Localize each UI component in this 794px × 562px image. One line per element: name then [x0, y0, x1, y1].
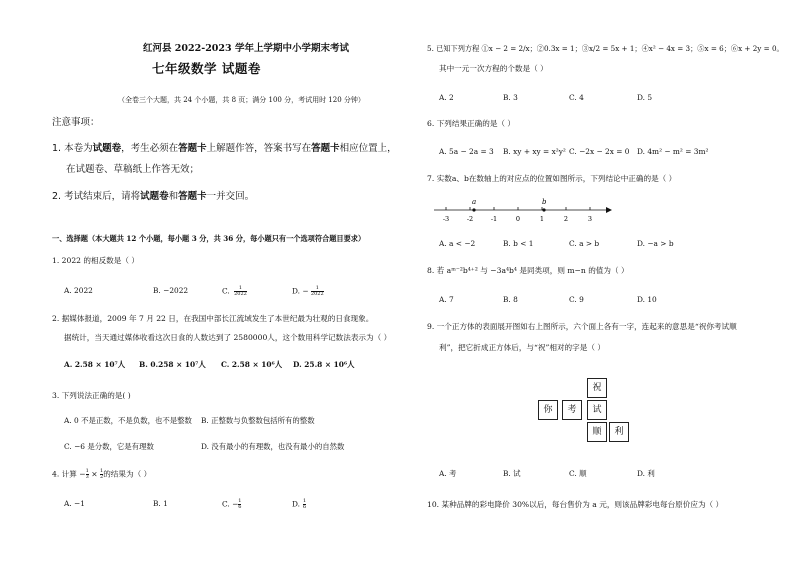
- q4-option-d: [292, 499, 306, 510]
- q10-stem: 10. 某种品牌的彩电降价 30%以后，每台售价为 a 元，则该品牌彩电每台原价应为（ ）: [427, 500, 724, 509]
- tick-label: 3: [587, 215, 593, 223]
- q4-option-b: B. 1: [153, 499, 168, 508]
- q3-stem: 3. 下列说法正确的是( ): [52, 391, 131, 400]
- cube-face-zhu: 祝: [587, 378, 607, 398]
- fraction-num: 1: [234, 286, 247, 292]
- q3-option-a: A. 0 不是正数，不是负数，也不是整数: [64, 416, 192, 425]
- notice-bold: 试题卷: [92, 143, 122, 154]
- q1-stem: 1. 2022 的相反数是（ ）: [52, 256, 139, 265]
- notice-bold: 试题卷: [140, 191, 169, 202]
- q4-fraction-1: $\frac{1}{3}$: [85, 468, 89, 480]
- point-b-label: b: [542, 198, 547, 206]
- q8-option-b: B. 8: [503, 295, 518, 304]
- tick-label: -3: [442, 215, 450, 223]
- notice-bold: 答题卡: [178, 191, 207, 202]
- q2-option-a: A. 2.58 × 10⁷人: [64, 360, 126, 369]
- q3-option-d: D. 没有最小的有理数，也没有最小的自然数: [201, 442, 345, 451]
- q7-option-b: B. b < 1: [503, 239, 534, 248]
- number-line-ticks: [443, 207, 592, 223]
- number-line-arrow: [606, 207, 612, 213]
- q8-option-d: D. 10: [637, 295, 657, 304]
- notice-text: 相应位置上，: [339, 143, 397, 154]
- cube-face-ni: 你: [538, 400, 558, 420]
- q2-option-d: D. 25.8 × 10⁶人: [293, 360, 355, 369]
- tick-label: -2: [466, 215, 474, 223]
- tick-label: 0: [515, 215, 521, 223]
- exam-subtitle: （全卷三个大题，共 24 个小题，共 8 页；满分 100 分，考试用时 120 分钟）: [118, 96, 365, 104]
- q4-fraction-2: $\frac{1}{2}$: [100, 468, 104, 480]
- notice-text: 一并交回。: [206, 191, 255, 202]
- cube-face-shun: 顺: [587, 422, 607, 442]
- q9-stem-line1: 9. 一个正方体的表面展开图如右上图所示，六个面上各有一字，连起来的意思是“祝你考试顺: [427, 322, 737, 331]
- q5-option-a: A. 2: [439, 93, 454, 102]
- q1-c-fraction: [234, 286, 247, 297]
- option-label: C. −: [222, 499, 239, 509]
- fraction-num: 1: [311, 286, 324, 292]
- cube-face-shi: 试: [587, 400, 607, 420]
- q1-option-c: [222, 286, 247, 297]
- cube-face-kao: 考: [562, 400, 582, 420]
- q7-number-line: [432, 194, 612, 226]
- q5-stem-line1: 5. 已知下列方程 ①x − 2 = 2/x；②0.3x = 1；③x/2 = 5x + 1；④x² − 4x = 3；⑤x = 6；⑥x + 2y = 0。: [427, 44, 784, 53]
- tick-label: 2: [563, 215, 569, 223]
- q2-stem-line2: 据统计，当天通过媒体收看这次日食的人数达到了 2580000人，这个数用科学记数法表示为（ ）: [64, 333, 392, 342]
- q8-option-c: C. 9: [569, 295, 584, 304]
- option-label: D. −: [292, 286, 309, 296]
- q6-option-b: B. xy + xy = x²y²: [503, 147, 566, 156]
- exam-title-line2: 七年级数学 试题卷: [152, 61, 261, 76]
- notice-text: 和: [168, 191, 179, 202]
- q8-stem: 8. 若 aᵐ⁻²b⁴⁺² 与 −3a⁴b⁴ 是同类项，则 m−n 的值为（ ）: [427, 266, 629, 275]
- fraction-den: 2022: [310, 291, 324, 297]
- q8-option-a: A. 7: [439, 295, 454, 304]
- q2-stem-line1: 2. 据媒体报道，2009 年 7 月 22 日，在我国中部长江流域发生了本世纪最为壮观的日食现象。: [52, 314, 374, 323]
- q7-option-c: C. a > b: [569, 239, 600, 248]
- q3-option-c: C. −6 是分数，它是有理数: [64, 442, 154, 451]
- point-a: [472, 208, 475, 211]
- q7-stem: 7. 实数a、b在数轴上的对应点的位置如图所示，下列结论中正确的是（ ）: [427, 174, 677, 183]
- q1-option-d: [292, 286, 324, 297]
- notice-text: ，考生必须在: [121, 143, 179, 154]
- q7-option-d: D. −a > b: [637, 239, 674, 248]
- q3-option-b: B. 正整数与负整数包括所有的整数: [201, 416, 315, 425]
- q1-d-fraction: [311, 286, 324, 297]
- q4-stem-prefix: 4. 计算 −: [52, 469, 86, 479]
- q9-option-b: B. 试: [503, 469, 521, 478]
- q6-option-c: C. −2x − 2x = 0: [569, 147, 630, 156]
- q2-option-c: C. 2.58 × 10⁶人: [221, 360, 283, 369]
- q9-stem-line2: 利”，把它折成正方体后，与“祝”相对的字是（ ）: [439, 343, 605, 352]
- notice-text: 上解题作答，答案书写在: [206, 143, 312, 154]
- q1-option-a: A. 2022: [64, 286, 93, 295]
- q5-option-d: D. 5: [637, 93, 653, 102]
- q9-option-d: D. 利: [637, 469, 655, 478]
- q6-option-d: D. 4m² − m² = 3m²: [637, 147, 709, 156]
- q2-option-b: B. 0.258 × 10⁷人: [139, 360, 206, 369]
- q4-c-fraction: $\frac{1}{6}$: [238, 498, 242, 510]
- q5-stem-line2: 其中一元一次方程的个数是（ ）: [439, 64, 548, 73]
- q4-option-a: A. −1: [64, 499, 85, 508]
- q9-option-c: C. 顺: [569, 469, 587, 478]
- q9-option-a: A. 考: [439, 469, 457, 478]
- tick-label: -1: [490, 215, 498, 223]
- q5-option-b: B. 3: [503, 93, 518, 102]
- point-a-label: a: [472, 198, 477, 206]
- q5-option-c: C. 4: [569, 93, 584, 102]
- q1-option-b: B. −2022: [153, 286, 189, 295]
- q4-d-fraction: $\frac{1}{6}$: [303, 498, 307, 510]
- notice-item-2: [52, 192, 254, 202]
- notice-bold: 答题卡: [311, 143, 340, 154]
- option-label: C.: [222, 286, 230, 296]
- cube-face-li: 利: [609, 422, 629, 442]
- tick-label: 1: [539, 215, 545, 223]
- q4-stem: 4. 计算 − $\frac{1}{3}$ × $\frac{1}{2}$ 的结果为（ ）: [52, 468, 152, 480]
- notice-text: 1. 本卷为: [52, 143, 93, 154]
- point-b: [542, 208, 545, 211]
- q4-option-c: [222, 499, 241, 510]
- notice-bold: 答题卡: [178, 143, 207, 154]
- q6-stem: 6. 下列结果正确的是（ ）: [427, 119, 516, 128]
- notice-item-1: [52, 144, 397, 154]
- q4-stem-suffix: 的结果为（ ）: [103, 469, 152, 479]
- fraction-den: 2022: [234, 291, 247, 297]
- option-label: D.: [292, 499, 301, 509]
- exam-title-line1: 红河县 2022-2023 学年上学期中小学期末考试: [143, 43, 349, 54]
- q6-option-a: A. 5a − 2a = 3: [439, 147, 494, 156]
- section1-heading: 一、选择题（本大题共 12 个小题，每小题 3 分，共 36 分，每小题只有一个选项符合题目要求）: [52, 234, 366, 243]
- q7-option-a: A. a < −2: [439, 239, 476, 248]
- notice-item-1-line2: 在试题卷、草稿纸上作答无效；: [66, 164, 200, 175]
- notice-heading: 注意事项：: [52, 117, 100, 128]
- notice-text: 2. 考试结束后，请将: [52, 191, 141, 202]
